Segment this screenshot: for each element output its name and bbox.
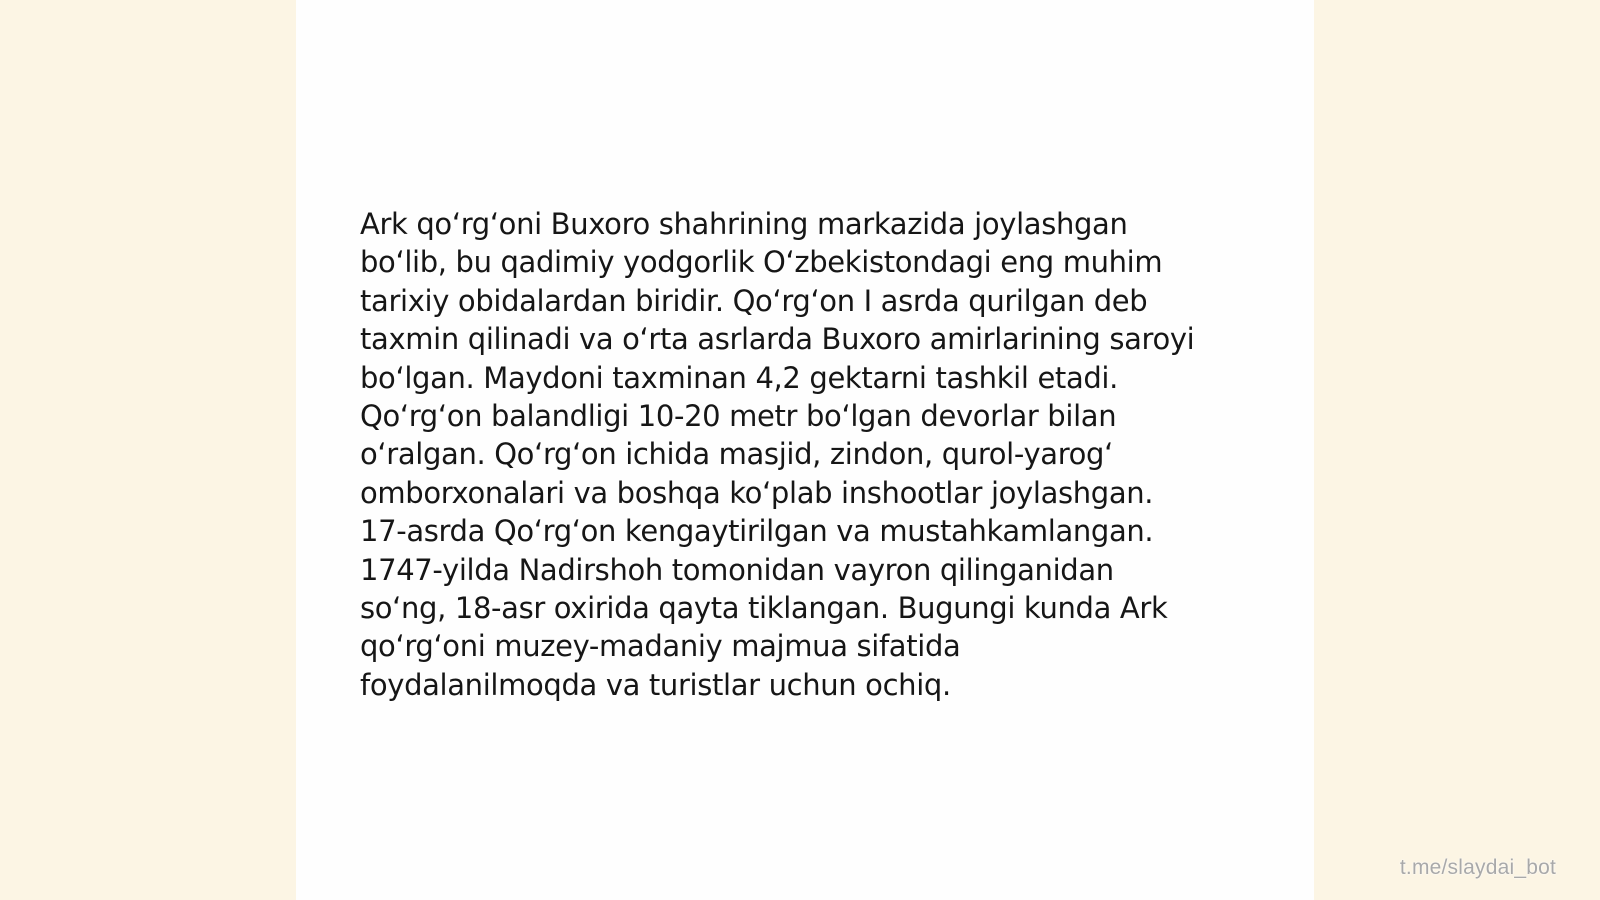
text-line: Ark qo‘rg‘oni Buxoro shahrining markazida joylashgan	[360, 207, 1128, 241]
watermark-text: t.me/slaydai_bot	[1399, 856, 1556, 879]
background-left	[0, 0, 296, 900]
text-line: omborxonalari va boshqa ko‘plab inshootlar joylashgan.	[360, 475, 1154, 510]
text-line: 17-asrda Qo‘rg‘on kengaytirilgan va mustahkamlangan.	[360, 514, 1154, 549]
text-line: tarixiy obidalardan biridir. Qo‘rg‘on I asrda qurilgan deb	[360, 283, 1148, 318]
text-line: qo‘rg‘oni muzey-madaniy majmua sifatida	[360, 629, 961, 664]
text-line: so‘ng, 18-asr oxirida qayta tiklangan. Bugungi kunda Ark	[360, 591, 1168, 626]
text-line: bo‘lib, bu qadimiy yodgorlik O‘zbekistondagi eng muhim	[360, 245, 1163, 280]
text-line: bo‘lgan. Maydoni taxminan 4,2 gektarni tashkil etadi.	[360, 360, 1119, 395]
text-line: foydalanilmoqda va turistlar uchun ochiq.	[360, 667, 951, 702]
background-right	[1314, 0, 1600, 900]
text-line: 1747-yilda Nadirshoh tomonidan vayron qilinganidan	[360, 552, 1114, 587]
text-line: o‘ralgan. Qo‘rg‘on ichida masjid, zindon, qurol-yarog‘	[360, 437, 1113, 472]
slide-body-text	[360, 205, 1260, 704]
text-line: taxmin qilinadi va o‘rta asrlarda Buxoro amirlarining saroyi	[360, 322, 1195, 357]
text-line: Qo‘rg‘on balandligi 10-20 metr bo‘lgan devorlar bilan	[360, 399, 1117, 434]
